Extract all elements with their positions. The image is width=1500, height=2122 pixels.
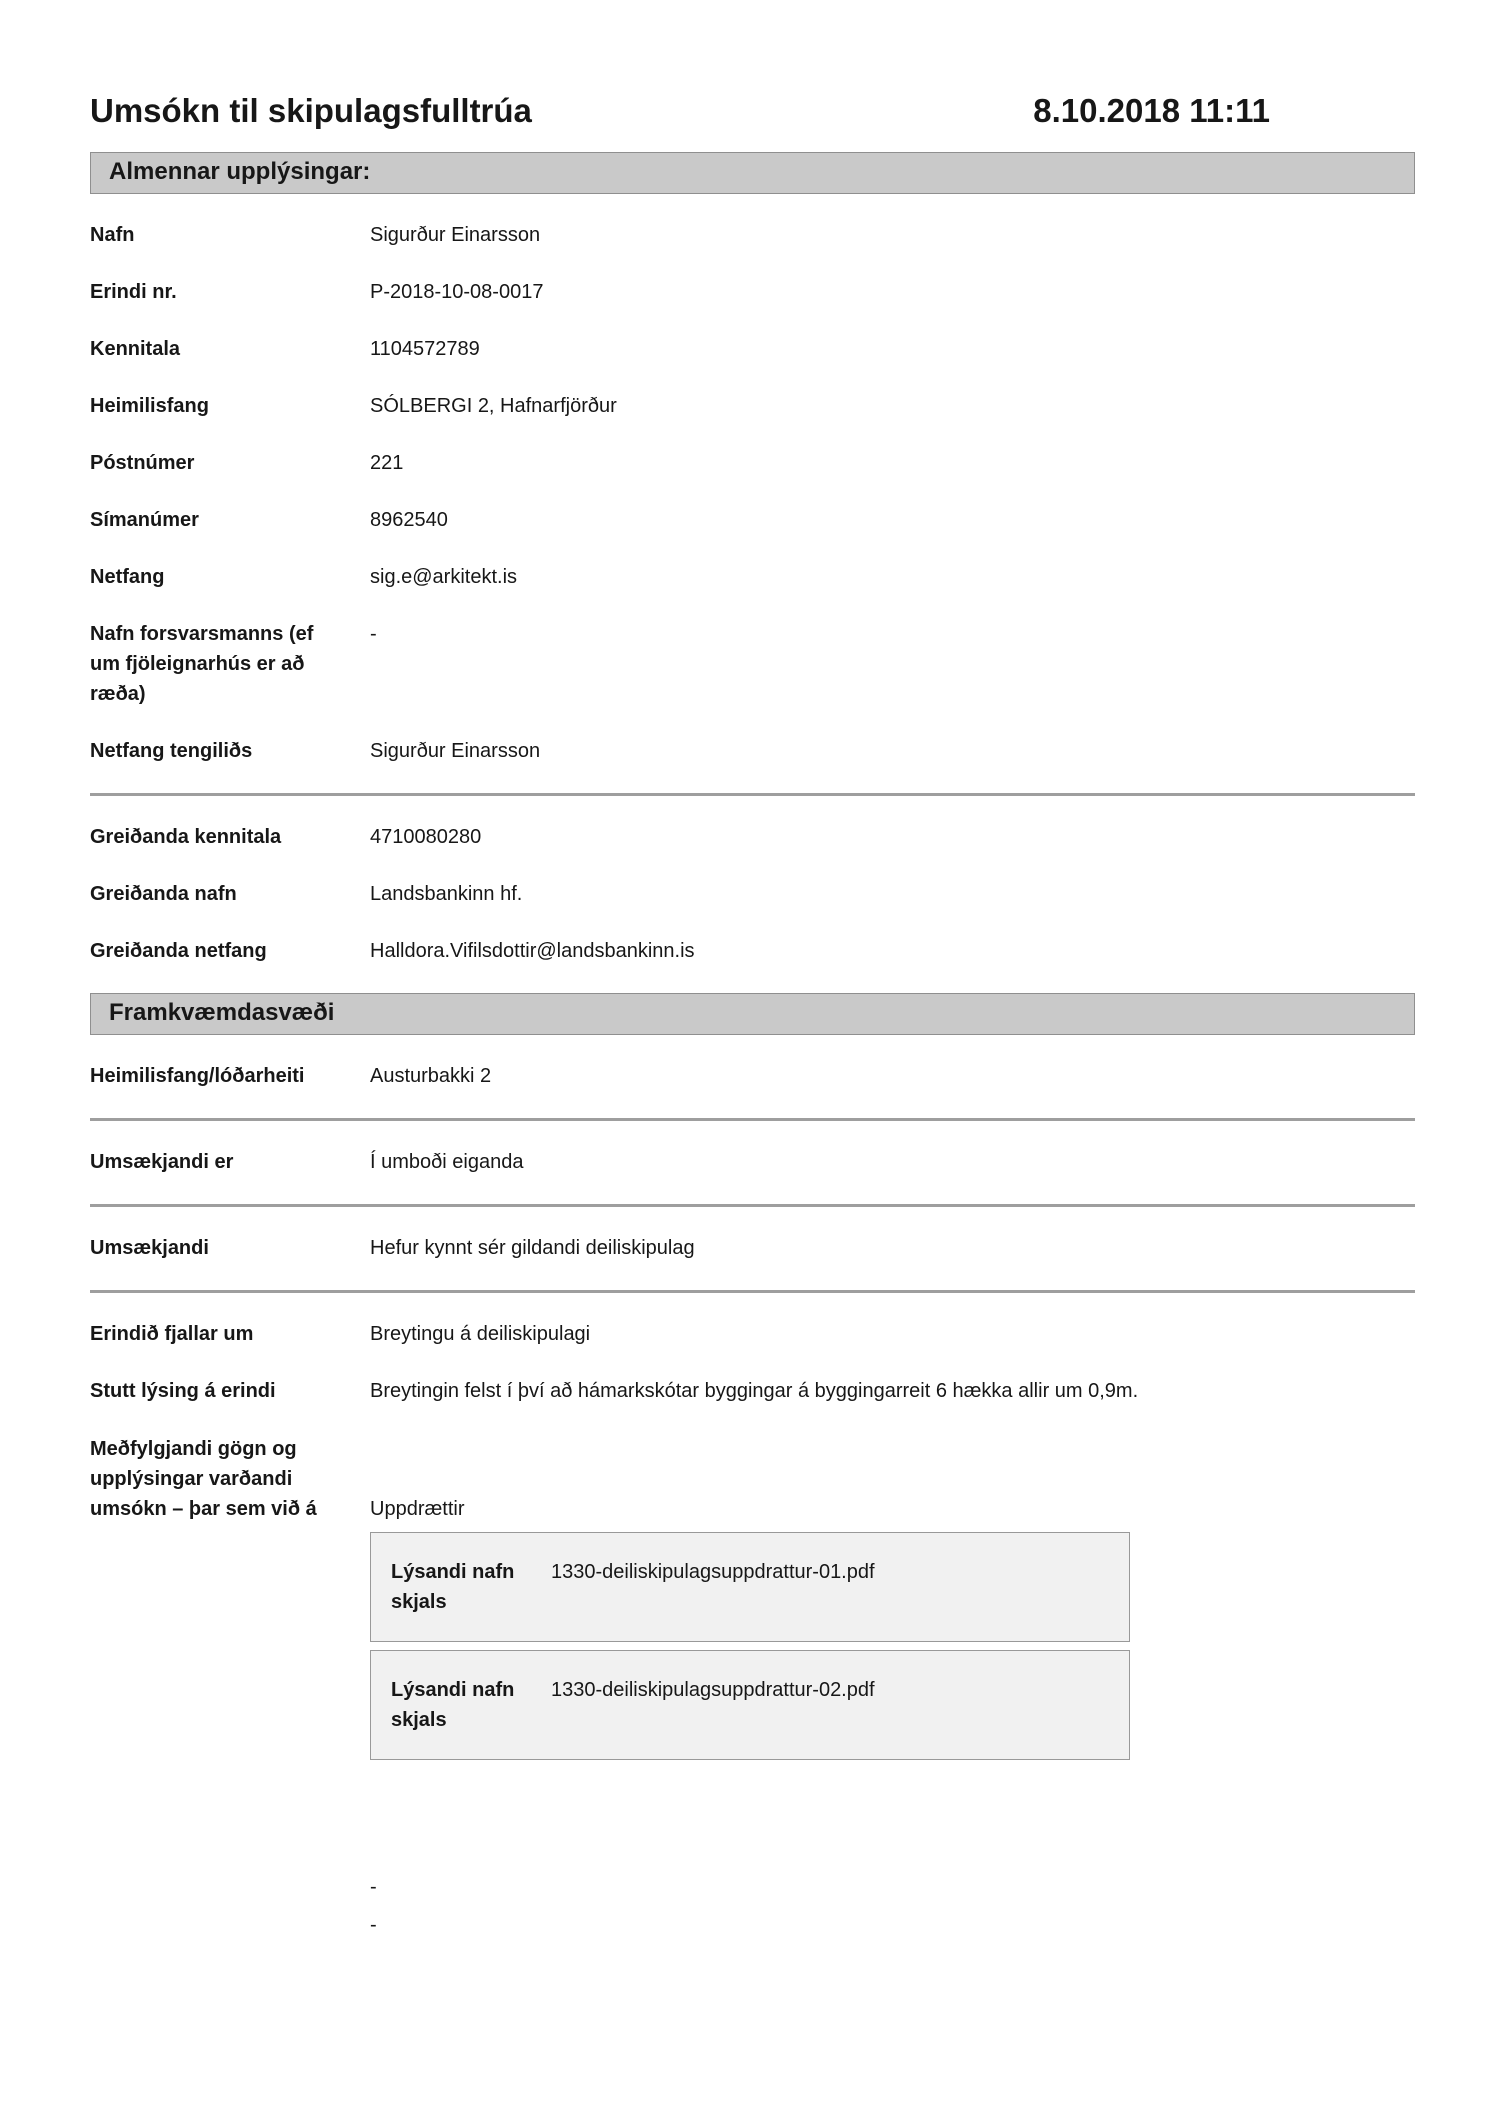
section-title-project: Framkvæmdasvæði — [109, 999, 335, 1026]
field-value: Sigurður Einarsson — [370, 740, 541, 762]
field-value: Breytingin felst í því að hámarkskótar byggingar á byggingarreit 6 hækka allir um 0,9m. — [370, 1380, 1139, 1402]
field-row-erindi-nr — [90, 277, 1415, 307]
field-label: Símanúmer — [90, 509, 199, 531]
field-row-netfang-tengilids — [90, 736, 1415, 766]
field-label: Nafn — [90, 224, 135, 246]
field-value: Í umboði eiganda — [370, 1151, 524, 1173]
field-row-stutt-lysing — [90, 1376, 1415, 1406]
field-row-kennitala — [90, 334, 1415, 364]
attachments-group-label: Uppdrættir — [370, 1498, 465, 1520]
document-header — [90, 92, 1415, 130]
field-label: Netfang — [90, 566, 165, 588]
attachment-file-box — [370, 1532, 1130, 1642]
field-row-umsaekjandi — [90, 1233, 1415, 1263]
field-label: Heimilisfang — [90, 395, 209, 417]
field-value: - — [370, 623, 377, 645]
field-row-umsaekjandi-er — [90, 1147, 1415, 1177]
field-row-heimilisfang — [90, 391, 1415, 421]
field-label: Heimilisfang/lóðarheiti — [90, 1065, 305, 1087]
field-label: Stutt lýsing á erindi — [90, 1380, 276, 1402]
field-value: 8962540 — [370, 509, 448, 531]
field-label: Netfang tengiliðs — [90, 740, 253, 762]
field-row-nafn — [90, 220, 1415, 250]
field-value: 4710080280 — [370, 826, 482, 848]
section-divider — [90, 1290, 1415, 1293]
field-value: 221 — [370, 452, 404, 474]
field-label: Erindið fjallar um — [90, 1323, 254, 1345]
field-value: Hefur kynnt sér gildandi deiliskipulag — [370, 1237, 695, 1259]
file-descriptive-name-label: Lýsandi nafn skjals — [391, 1679, 515, 1731]
field-row-simanumer — [90, 505, 1415, 535]
field-label: Erindi nr. — [90, 281, 177, 303]
section-header-project-area — [90, 993, 1415, 1035]
attachments-label: Meðfylgjandi gögn og upplýsingar varðandi umsókn – þar sem við á — [90, 1438, 317, 1520]
payer-fields — [90, 822, 1415, 966]
section-divider — [90, 1204, 1415, 1207]
field-row-nafn-forsvarsmanns — [90, 619, 1415, 709]
attachments-block — [90, 1434, 1415, 1940]
empty-value-dash: - — [370, 1876, 377, 1898]
file-name: 1330-deiliskipulagsuppdrattur-02.pdf — [551, 1679, 875, 1701]
field-label: Greiðanda netfang — [90, 940, 267, 962]
project-area-fields — [90, 1061, 1415, 1940]
field-row-greidanda-netfang — [90, 936, 1415, 966]
field-row-erindid-fjallar-um — [90, 1319, 1415, 1349]
field-value: Breytingu á deiliskipulagi — [370, 1323, 591, 1345]
field-label: Nafn forsvarsmanns (ef um fjöleignarhús er að ræða) — [90, 623, 314, 705]
field-value: Halldora.Vifilsdottir@landsbankinn.is — [370, 940, 695, 962]
field-label: Umsækjandi — [90, 1237, 209, 1259]
attachment-file-box — [370, 1650, 1130, 1760]
field-label: Greiðanda nafn — [90, 883, 237, 905]
field-value: 1104572789 — [370, 338, 480, 360]
section-divider — [90, 1118, 1415, 1121]
section-header-general-info — [90, 152, 1415, 194]
file-name: 1330-deiliskipulagsuppdrattur-01.pdf — [551, 1561, 875, 1583]
page-title: Umsókn til skipulagsfulltrúa — [90, 92, 532, 129]
field-value: SÓLBERGI 2, Hafnarfjörður — [370, 395, 617, 417]
section-divider — [90, 793, 1415, 796]
field-row-greidanda-kennitala — [90, 822, 1415, 852]
field-row-postnumer — [90, 448, 1415, 478]
field-label: Kennitala — [90, 338, 181, 360]
empty-value-dash: - — [370, 1914, 377, 1936]
section-title-general: Almennar upplýsingar: — [109, 158, 371, 185]
field-label: Umsækjandi er — [90, 1151, 234, 1173]
field-value: P-2018-10-08-0017 — [370, 281, 544, 303]
field-value: Austurbakki 2 — [370, 1065, 492, 1087]
field-value: Landsbankinn hf. — [370, 883, 523, 905]
field-label: Greiðanda kennitala — [90, 826, 282, 848]
file-descriptive-name-label: Lýsandi nafn skjals — [391, 1561, 515, 1613]
field-value: Sigurður Einarsson — [370, 224, 541, 246]
general-info-fields — [90, 220, 1415, 766]
field-label: Póstnúmer — [90, 452, 195, 474]
field-row-lodarheiti — [90, 1061, 1415, 1091]
attachments-content — [370, 1434, 1415, 1940]
field-row-netfang — [90, 562, 1415, 592]
field-value: sig.e@arkitekt.is — [370, 566, 518, 588]
document-timestamp: 8.10.2018 11:11 — [1033, 92, 1270, 129]
field-row-greidanda-nafn — [90, 879, 1415, 909]
